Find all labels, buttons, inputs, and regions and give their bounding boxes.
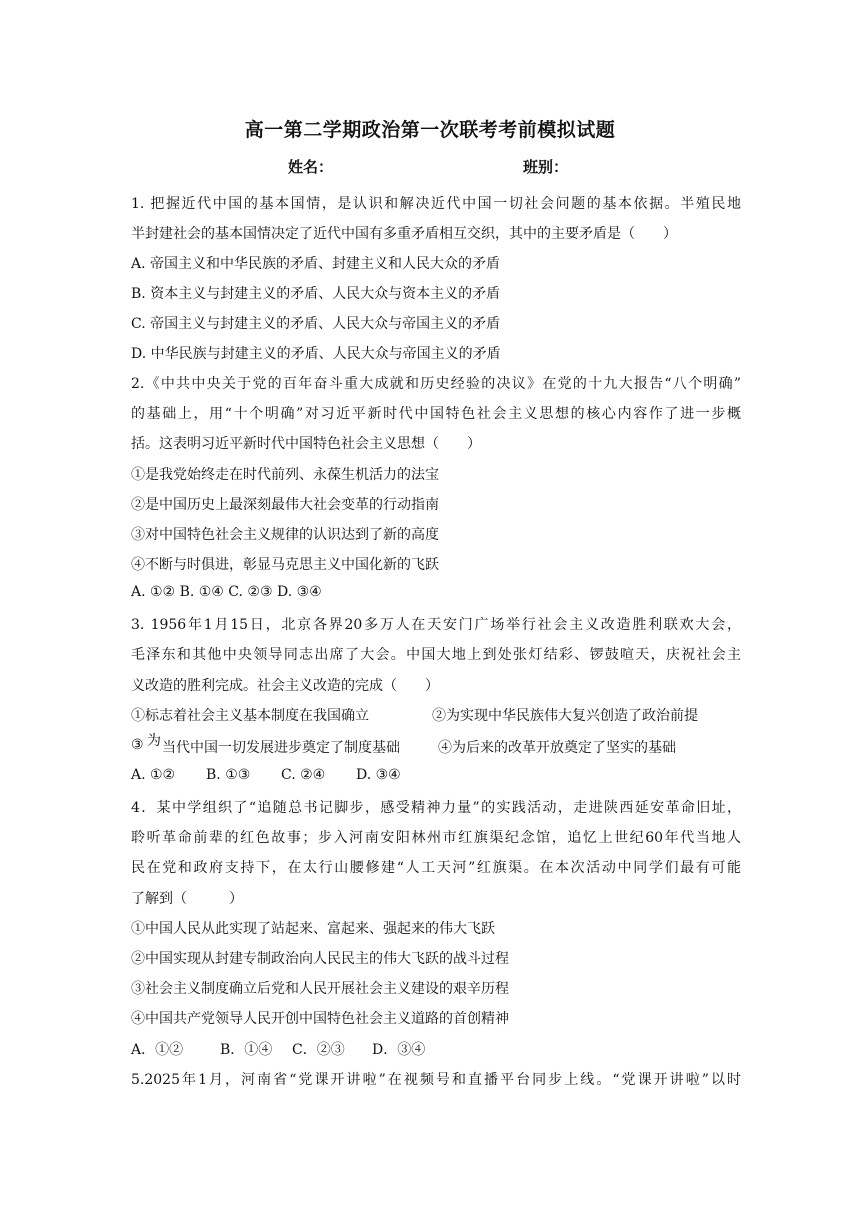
q4-item-2: ②中国实现从封建专制政治向人民民主的伟大飞跃的战斗过程 (131, 951, 509, 967)
q3-stem-line-2: 毛泽东和其他中央领导同志出席了大会。中国大地上到处张灯结彩、锣鼓喧天，庆祝社会主 (131, 647, 741, 663)
q2-stem-line-1: 2.《中共中央关于党的百年奋斗重大成就和历史经验的决议》在党的十九大报告“八个明确” (131, 376, 741, 392)
q3-item-3-text: 当代中国一切发展进步奠定了制度基础 (162, 740, 400, 756)
q4-stem-line-3: 民在党和政府支持下，在太行山腰修建“人工天河”红旗渠。在本次活动中同学们最有可能 (131, 860, 741, 876)
q3-option-b: B. ①③ (206, 767, 251, 783)
q4-option-a: A．①② (131, 1042, 184, 1058)
q4-stem-line-2: 聆听革命前辈的红色故事；步入河南安阳林州市红旗渠纪念馆，追忆上世纪60年代当地人 (131, 830, 741, 846)
q4-item-1: ①中国人民从此实现了站起来、富起来、强起来的伟大飞跃 (131, 921, 495, 937)
q2-item-4: ④不断与时俱进，彰显马克思主义中国化新的飞跃 (131, 557, 439, 573)
q4-option-b: B．①④ (220, 1042, 273, 1058)
q3-stem-line-3: 义改造的胜利完成。社会主义改造的完成（ ） (131, 678, 439, 694)
q4-stem-line-4: 了解到（ ） (131, 891, 243, 907)
q3-stem-line-1: 3. 1956年1月15日，北京各界20多万人在天安门广场举行社会主义改造胜利联欢大会， (131, 617, 741, 633)
q4-item-3: ③社会主义制度确立后党和人民开展社会主义建设的艰辛历程 (131, 981, 509, 997)
q4-option-c: C．②③ (292, 1042, 345, 1058)
q3-item-4: ④为后来的改革开放奠定了坚实的基础 (438, 740, 676, 756)
q3-option-d: D. ③④ (356, 767, 401, 783)
q3-item-3-raised-char: 为 (147, 733, 161, 749)
q3-option-c: C. ②④ (281, 767, 326, 783)
q2-stem-line-3: 括。这表明习近平新时代中国特色社会主义思想（ ） (131, 436, 481, 452)
q4-option-d: D．③④ (372, 1042, 426, 1058)
q1-stem-line-1: 1. 把握近代中国的基本国情，是认识和解决近代中国一切社会问题的基本依据。半殖民地 (131, 196, 741, 212)
q2-item-1: ①是我党始终走在时代前列、永葆生机活力的法宝 (131, 467, 439, 483)
q2-item-3: ③对中国特色社会主义规律的认识达到了新的高度 (131, 527, 439, 543)
q3-item-3-marker: ③ (131, 737, 144, 753)
q4-item-4: ④中国共产党领导人民开创中国特色社会主义道路的首创精神 (131, 1011, 509, 1027)
q3-item-2: ②为实现中华民族伟大复兴创造了政治前提 (432, 708, 698, 724)
class-label: 班别： (523, 158, 569, 176)
q1-option-d: D. 中华民族与封建主义的矛盾、人民大众与帝国主义的矛盾 (131, 346, 501, 362)
name-label: 姓名： (288, 158, 334, 176)
q2-item-2: ②是中国历史上最深刻最伟大社会变革的行动指南 (131, 497, 439, 513)
q3-item-1: ①标志着社会主义基本制度在我国确立 (131, 708, 369, 724)
q1-option-b: B. 资本主义与封建主义的矛盾、人民大众与资本主义的矛盾 (131, 286, 501, 302)
q1-option-c: C. 帝国主义与封建主义的矛盾、人民大众与帝国主义的矛盾 (131, 316, 501, 332)
q5-stem-line-1: 5.2025年1月，河南省“党课开讲啦”在视频号和直播平台同步上线。“党课开讲啦”以时 (131, 1072, 741, 1088)
q1-stem-line-2: 半封建社会的基本国情决定了近代中国有多重矛盾相互交织，其中的主要矛盾是（ ） (131, 226, 677, 242)
q3-option-a: A. ①② (131, 767, 176, 783)
q4-stem-line-1: 4．某中学组织了“追随总书记脚步，感受精神力量”的实践活动，走进陕西延安革命旧址， (131, 800, 741, 816)
q2-stem-line-2: 的基础上，用“十个明确”对习近平新时代中国特色社会主义思想的核心内容作了进一步概 (131, 406, 741, 422)
q2-options: A. ①② B. ①④ C. ②③ D. ③④ (131, 584, 322, 600)
exam-title: 高一第二学期政治第一次联考考前模拟试题 (244, 119, 616, 141)
q1-option-a: A. 帝国主义和中华民族的矛盾、封建主义和人民大众的矛盾 (131, 256, 501, 272)
